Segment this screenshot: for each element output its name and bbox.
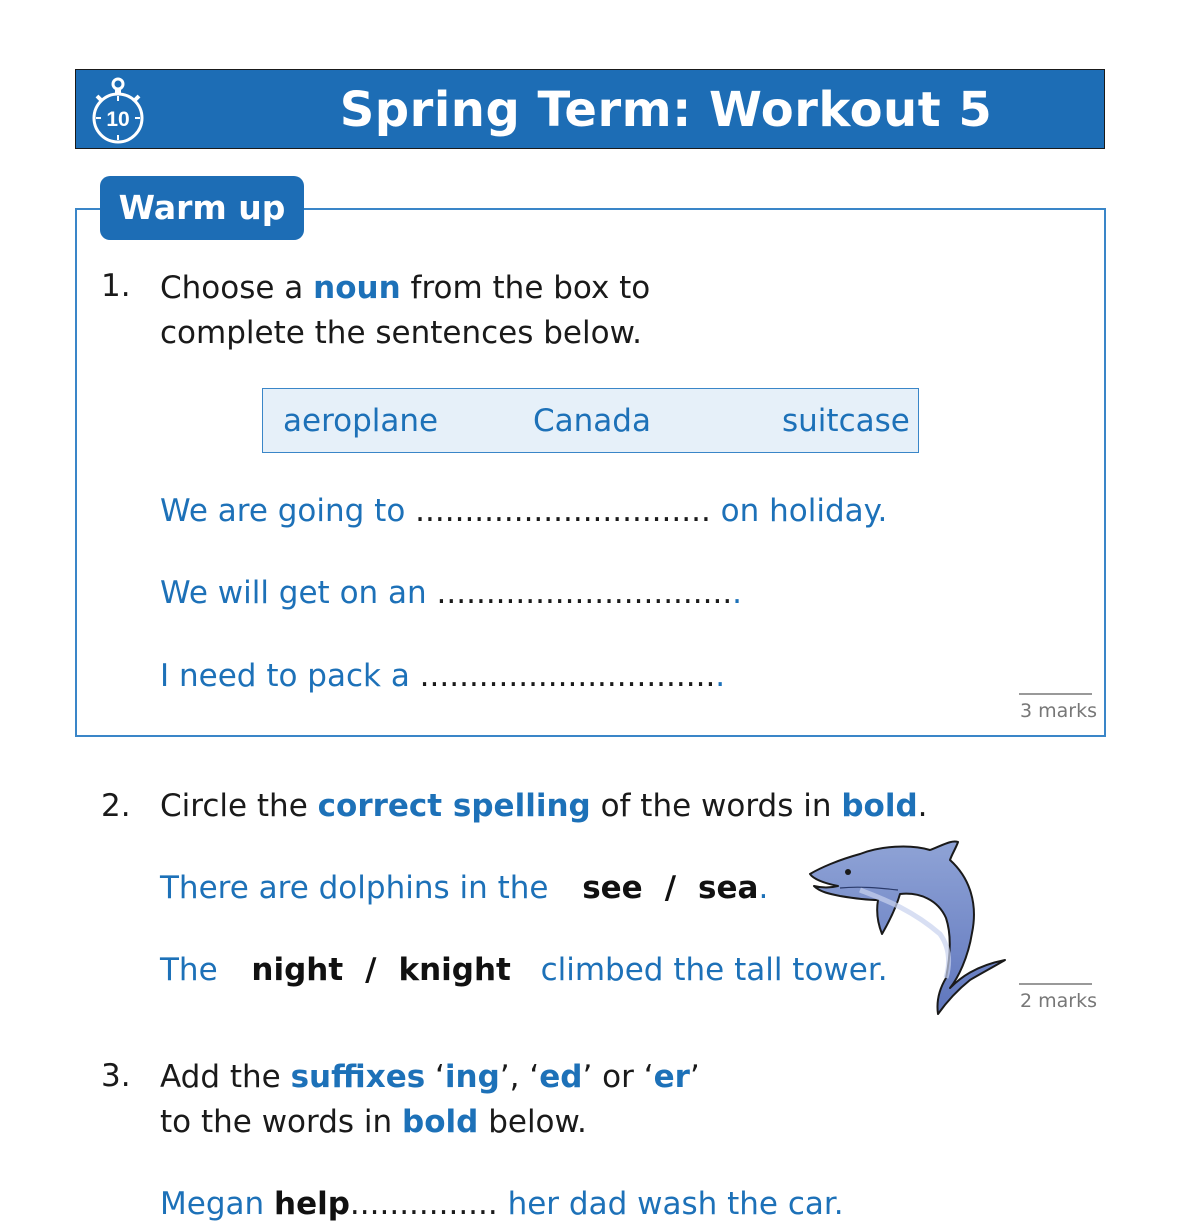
option-separator: / xyxy=(664,870,677,906)
q1-keyword-noun: noun xyxy=(313,270,401,306)
sentence-text: her dad wash the car. xyxy=(497,1186,844,1222)
q2-sentence-2 xyxy=(160,952,888,988)
sentence-text: I need to pack a xyxy=(160,658,420,694)
q3-text-part: ’ or ‘ xyxy=(582,1059,654,1095)
marks-label: 2 marks xyxy=(1020,990,1097,1012)
title-banner xyxy=(75,69,1105,149)
sentence-text: on holiday. xyxy=(710,493,888,529)
question-3-number: 3. xyxy=(101,1058,131,1094)
q1-text-line2: complete the sentences below. xyxy=(160,315,642,351)
sentence-text: There are dolphins in the xyxy=(160,870,549,906)
question-1-number: 1. xyxy=(101,268,131,304)
warm-up-tab: Warm up xyxy=(100,176,304,240)
option-separator: / xyxy=(365,952,377,988)
suffix-ing: ing xyxy=(444,1059,500,1095)
spelling-option[interactable]: night xyxy=(251,952,344,988)
question-2-text xyxy=(160,784,928,829)
q2-text-part: Circle the xyxy=(160,788,318,824)
q1-text-part: from the box to xyxy=(400,270,651,306)
sentence-text: . xyxy=(732,575,743,611)
answer-blank[interactable]: .............................. xyxy=(419,658,716,694)
marks-label: 3 marks xyxy=(1020,700,1097,722)
timer-value: 10 xyxy=(106,108,130,131)
q3-keyword: suffixes xyxy=(290,1059,426,1095)
base-word: help xyxy=(274,1186,350,1222)
q2-sentence-1 xyxy=(160,870,768,906)
q3-text-part: ’ xyxy=(689,1059,700,1095)
question-1-text xyxy=(160,266,650,356)
q2-text-part: . xyxy=(917,788,928,824)
q1-sentence-3 xyxy=(160,658,725,694)
q1-text-part: Choose a xyxy=(160,270,314,306)
q3-text-part: to the words in xyxy=(160,1104,403,1140)
sentence-text: . xyxy=(758,870,769,906)
q3-keyword: bold xyxy=(402,1104,479,1140)
answer-blank[interactable]: .............................. xyxy=(415,493,711,529)
spelling-option[interactable]: sea xyxy=(698,870,759,906)
page-title: Spring Term: Workout 5 xyxy=(339,82,993,138)
word-box xyxy=(262,388,919,453)
sentence-text: . xyxy=(715,658,726,694)
q2-keyword: bold xyxy=(841,788,918,824)
spelling-option[interactable]: see xyxy=(582,870,643,906)
sentence-text: The xyxy=(160,952,218,988)
q3-text-part: Add the xyxy=(160,1059,291,1095)
q2-keyword: correct spelling xyxy=(317,788,591,824)
suffix-er: er xyxy=(653,1059,690,1095)
q1-sentence-2 xyxy=(160,575,742,611)
word-option: aeroplane xyxy=(283,403,439,439)
sentence-text: We are going to xyxy=(160,493,416,529)
word-option: suitcase xyxy=(782,403,910,439)
marks-rule xyxy=(1019,983,1092,985)
word-option: Canada xyxy=(533,403,651,439)
marks-rule xyxy=(1019,693,1092,695)
sentence-text: climbed the tall tower. xyxy=(540,952,888,988)
answer-blank[interactable]: .............................. xyxy=(436,575,733,611)
question-2-number: 2. xyxy=(101,788,131,824)
q3-sentence-1 xyxy=(160,1186,844,1222)
q3-text-part: ‘ xyxy=(425,1059,445,1095)
q3-text-part: ’, ‘ xyxy=(499,1059,540,1095)
q3-text-part: below. xyxy=(478,1104,587,1140)
sentence-text: We will get on an xyxy=(160,575,437,611)
q2-text-part: of the words in xyxy=(590,788,842,824)
sentence-text: Megan xyxy=(160,1186,274,1222)
dolphin-illustration xyxy=(800,838,1015,1018)
answer-blank[interactable]: ............... xyxy=(349,1186,498,1222)
q1-sentence-1 xyxy=(160,493,887,529)
question-3-text xyxy=(160,1055,700,1145)
suffix-ed: ed xyxy=(539,1059,583,1095)
spelling-option[interactable]: knight xyxy=(398,952,511,988)
